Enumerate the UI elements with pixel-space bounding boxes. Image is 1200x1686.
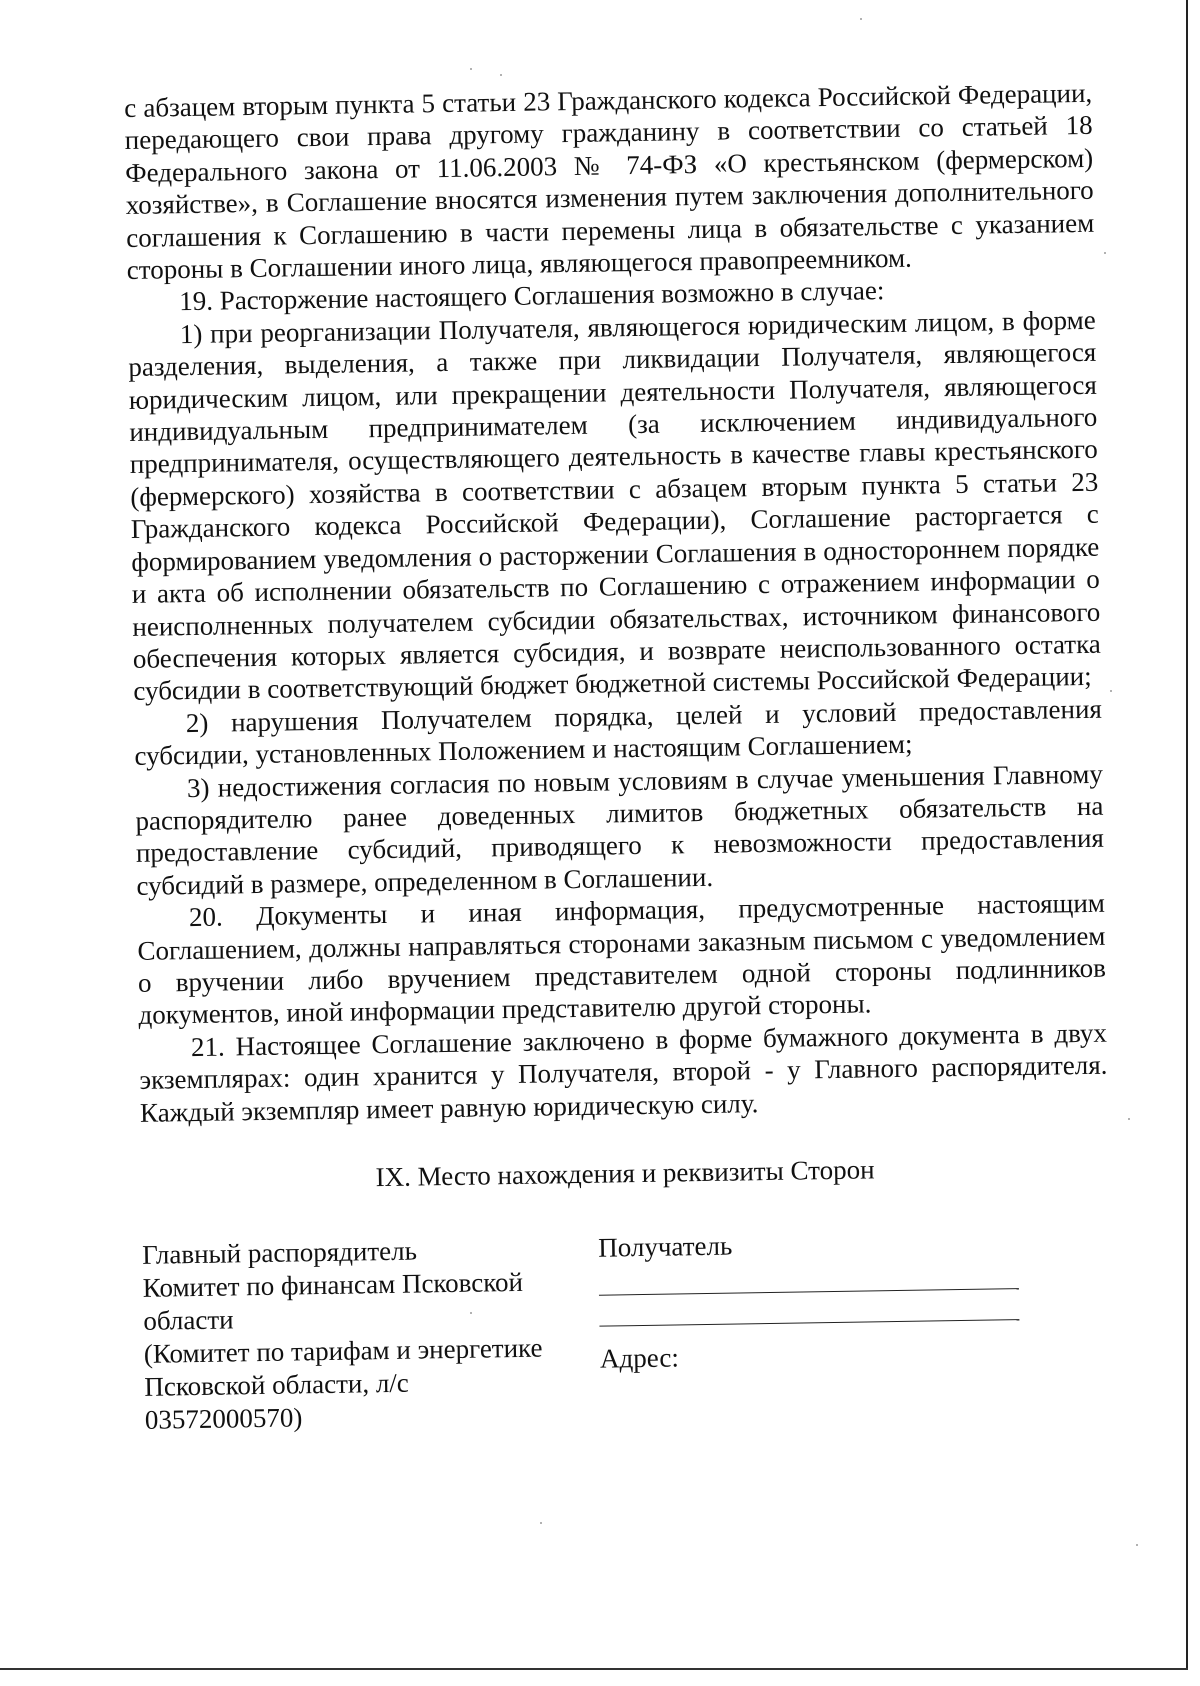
paragraph-21: 21. Настоящее Соглашение заключено в форме бумажного документа в двух экземплярах: один хранится у Получателя, второй - у Главного распорядителя. Каждый экземпляр имеет равную юридическую силу. <box>139 1017 1108 1128</box>
parties-block <box>142 1224 1113 1437</box>
paragraph-20: 20. Документы и иная информация, предусмотренные настоящим Соглашением, должны направляться сторонами заказным письмом с уведомлением о вручении либо вручением представителем одной стороны подлинников документов, иной информации представителю другой стороны. <box>137 887 1107 1031</box>
chief-administrator-line: (Комитет по тарифам и энергетике <box>143 1332 543 1370</box>
paragraph-19-item-2: 2) нарушения Получателем порядка, целей и условий предоставления субсидии, установленных Положением и настоящим Соглашением; <box>134 693 1103 772</box>
recipient-title: Получатель <box>597 1230 733 1264</box>
chief-administrator-line: Главный распорядитель <box>142 1235 418 1271</box>
scan-speck <box>1104 252 1106 254</box>
chief-administrator-line: Комитет по финансам Псковской <box>142 1267 524 1304</box>
scan-speck <box>500 74 502 76</box>
scan-speck <box>860 18 862 20</box>
scan-right-edge <box>1186 0 1188 1670</box>
paragraph-19-item-1: 1) при реорганизации Получателя, являющегося юридическим лицом, в форме разделения, выделения, а также при ликвидации Получателя, являющегося юридическим лицом, или прекращении деятельности Получателя, являющегося индивидуальным предпринимателем (за исключением индивидуального предпринимателя, осуществляющего деятельность в качестве главы крестьянского (фермерского) хозяйства в соответствии с абзацем вторым пункта 5 статьи 23 Гражданского кодекса Российской Федерации), Соглашение расторгается с формированием уведомления о расторжении Соглашения в одностороннем порядке и акта об исполнении обязательств по Соглашению с отражением информации о неисполненных получателем субсидии обязательствах, источником финансового обеспечения которых является субсидия, и возврате неиспользованного остатка субсидии в соответствующий бюджет бюджетной системы Российской Федерации; <box>128 304 1102 707</box>
document-body <box>124 77 1113 1437</box>
recipient-name-line-2 <box>599 1319 1019 1327</box>
scan-speck <box>1128 1118 1130 1120</box>
recipient-address-label: Адрес: <box>599 1342 680 1375</box>
scan-speck <box>540 1522 542 1524</box>
chief-administrator-line: области <box>143 1304 234 1337</box>
recipient-name-line <box>599 1288 1019 1296</box>
scan-bottom-edge <box>0 1668 1188 1670</box>
scan-speck <box>1110 690 1112 692</box>
paragraph-19-item-3: 3) недостижения согласия по новым условиям в случае уменьшения Главному распорядителю ранее доведенных лимитов бюджетных обязательств на предоставление субсидий, приводящего к невозможности предоставления субсидий в размере, определенном в Соглашении. <box>135 758 1105 901</box>
paragraph-continuation: с абзацем вторым пункта 5 статьи 23 Гражданского кодекса Российской Федерации, передающего свои права другому гражданину в соответствии со статьей 18 Федерального закона от 11.06.2003 № 74-ФЗ «О крестьянском (фермерском) хозяйстве», в Соглашение вносятся изменения путем заключения дополнительного соглашения к Соглашению в части перемены лица в обязательстве с указанием стороны в Соглашении иного лица, являющегося правопреемником. <box>124 77 1095 286</box>
chief-administrator-line: 03572000570) <box>144 1402 303 1436</box>
chief-administrator-line: Псковской области, л/с <box>144 1368 410 1403</box>
section-heading: IX. Место нахождения и реквизиты Сторон <box>375 1154 875 1193</box>
chief-administrator-block <box>142 1233 565 1438</box>
scan-speck <box>1136 1544 1138 1546</box>
recipient-block <box>598 1225 1041 1430</box>
paragraph-19: 19. Расторжение настоящего Соглашения возможно в случае: <box>179 275 885 317</box>
scan-speck <box>470 68 472 70</box>
